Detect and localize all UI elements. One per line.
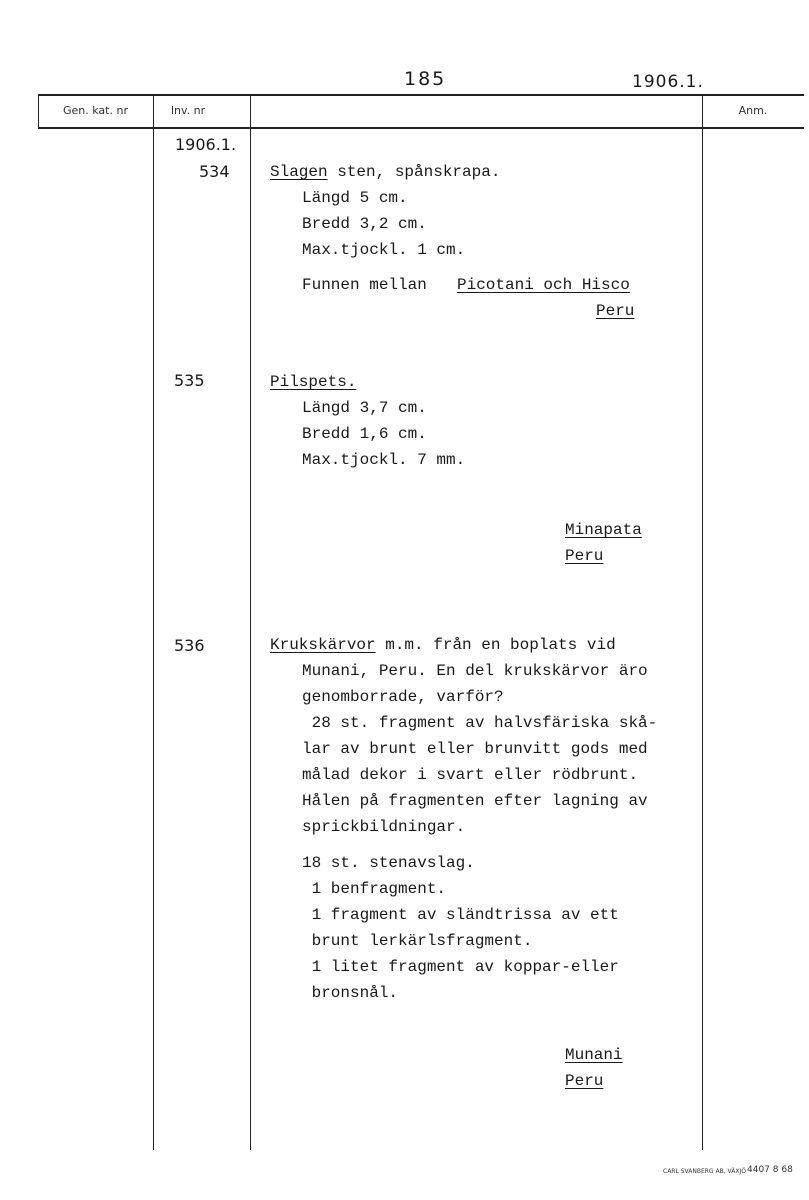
entry-line: sprickbildningar. — [302, 818, 466, 836]
place-534: Picotani och Hisco — [457, 276, 630, 294]
printer-imprint: CARL SVANBERG AB, VÄXJÖ — [663, 1168, 746, 1175]
entry-line: 18 st. stenavslag. — [302, 854, 475, 872]
country-534: Peru — [596, 302, 635, 320]
col-divider-gen-inv — [153, 94, 154, 1150]
place-535: Minapata — [565, 521, 642, 539]
entry-line: brunt lerkärlsfragment. — [302, 932, 533, 950]
inv-number-535: 535 — [174, 371, 205, 390]
entry-title-535: Pilspets. — [270, 373, 357, 391]
year-series: 1906.1. — [632, 72, 704, 92]
entry-line: 1 benfragment. — [302, 880, 447, 898]
entry-title-word: Slagen — [270, 163, 328, 181]
country-535: Peru — [565, 547, 604, 565]
place-536: Munani — [565, 1046, 623, 1064]
entry-line: målad dekor i svart eller rödbrunt. — [302, 766, 639, 784]
entry-line: Längd 3,7 cm. — [302, 399, 427, 417]
col-header-gen-kat-nr: Gen. kat. nr — [63, 104, 128, 117]
entry-line: 1 litet fragment av koppar-eller — [302, 958, 619, 976]
entry-title-534 — [270, 159, 500, 185]
series-label: 1906.1. — [175, 135, 237, 154]
col-header-anm: Anm. — [738, 104, 768, 117]
page-number: 185 — [404, 68, 447, 90]
col-divider-desc-anm — [702, 94, 703, 1150]
entry-line: 1 fragment av sländtrissa av ett — [302, 906, 619, 924]
col-header-inv-nr: Inv. nr — [170, 104, 206, 117]
entry-line: 28 st. fragment av halvsfäriska skå- — [302, 714, 658, 732]
form-code: 4407 8 68 — [747, 1165, 793, 1175]
entry-line: Bredd 3,2 cm. — [302, 215, 427, 233]
entry-line: Max.tjockl. 7 mm. — [302, 451, 466, 469]
entry-line: bronsnål. — [302, 984, 399, 1002]
inv-number-536: 536 — [174, 636, 205, 655]
country-536: Peru — [565, 1072, 604, 1090]
entry-title-536 — [270, 632, 616, 658]
entry-title-word: Krukskärvor — [270, 636, 376, 654]
entry-line: Hålen på fragmenten efter lagning av — [302, 792, 648, 810]
entry-line: Max.tjockl. 1 cm. — [302, 241, 466, 259]
entry-line: genomborrade, varför? — [302, 688, 504, 706]
entry-line: Munani, Peru. En del krukskärvor äro — [302, 662, 648, 680]
col-divider-inv-desc — [250, 94, 251, 1150]
entry-title-rest: sten, spånskrapa. — [327, 163, 501, 181]
entry-line: Längd 5 cm. — [302, 189, 408, 207]
inv-number-534: 534 — [199, 162, 230, 181]
found-prefix: Funnen mellan — [302, 276, 427, 294]
entry-line: lar av brunt eller brunvitt gods med — [302, 740, 648, 758]
entry-line: Bredd 1,6 cm. — [302, 425, 427, 443]
entry-title-rest: m.m. från en boplats vid — [375, 636, 616, 654]
